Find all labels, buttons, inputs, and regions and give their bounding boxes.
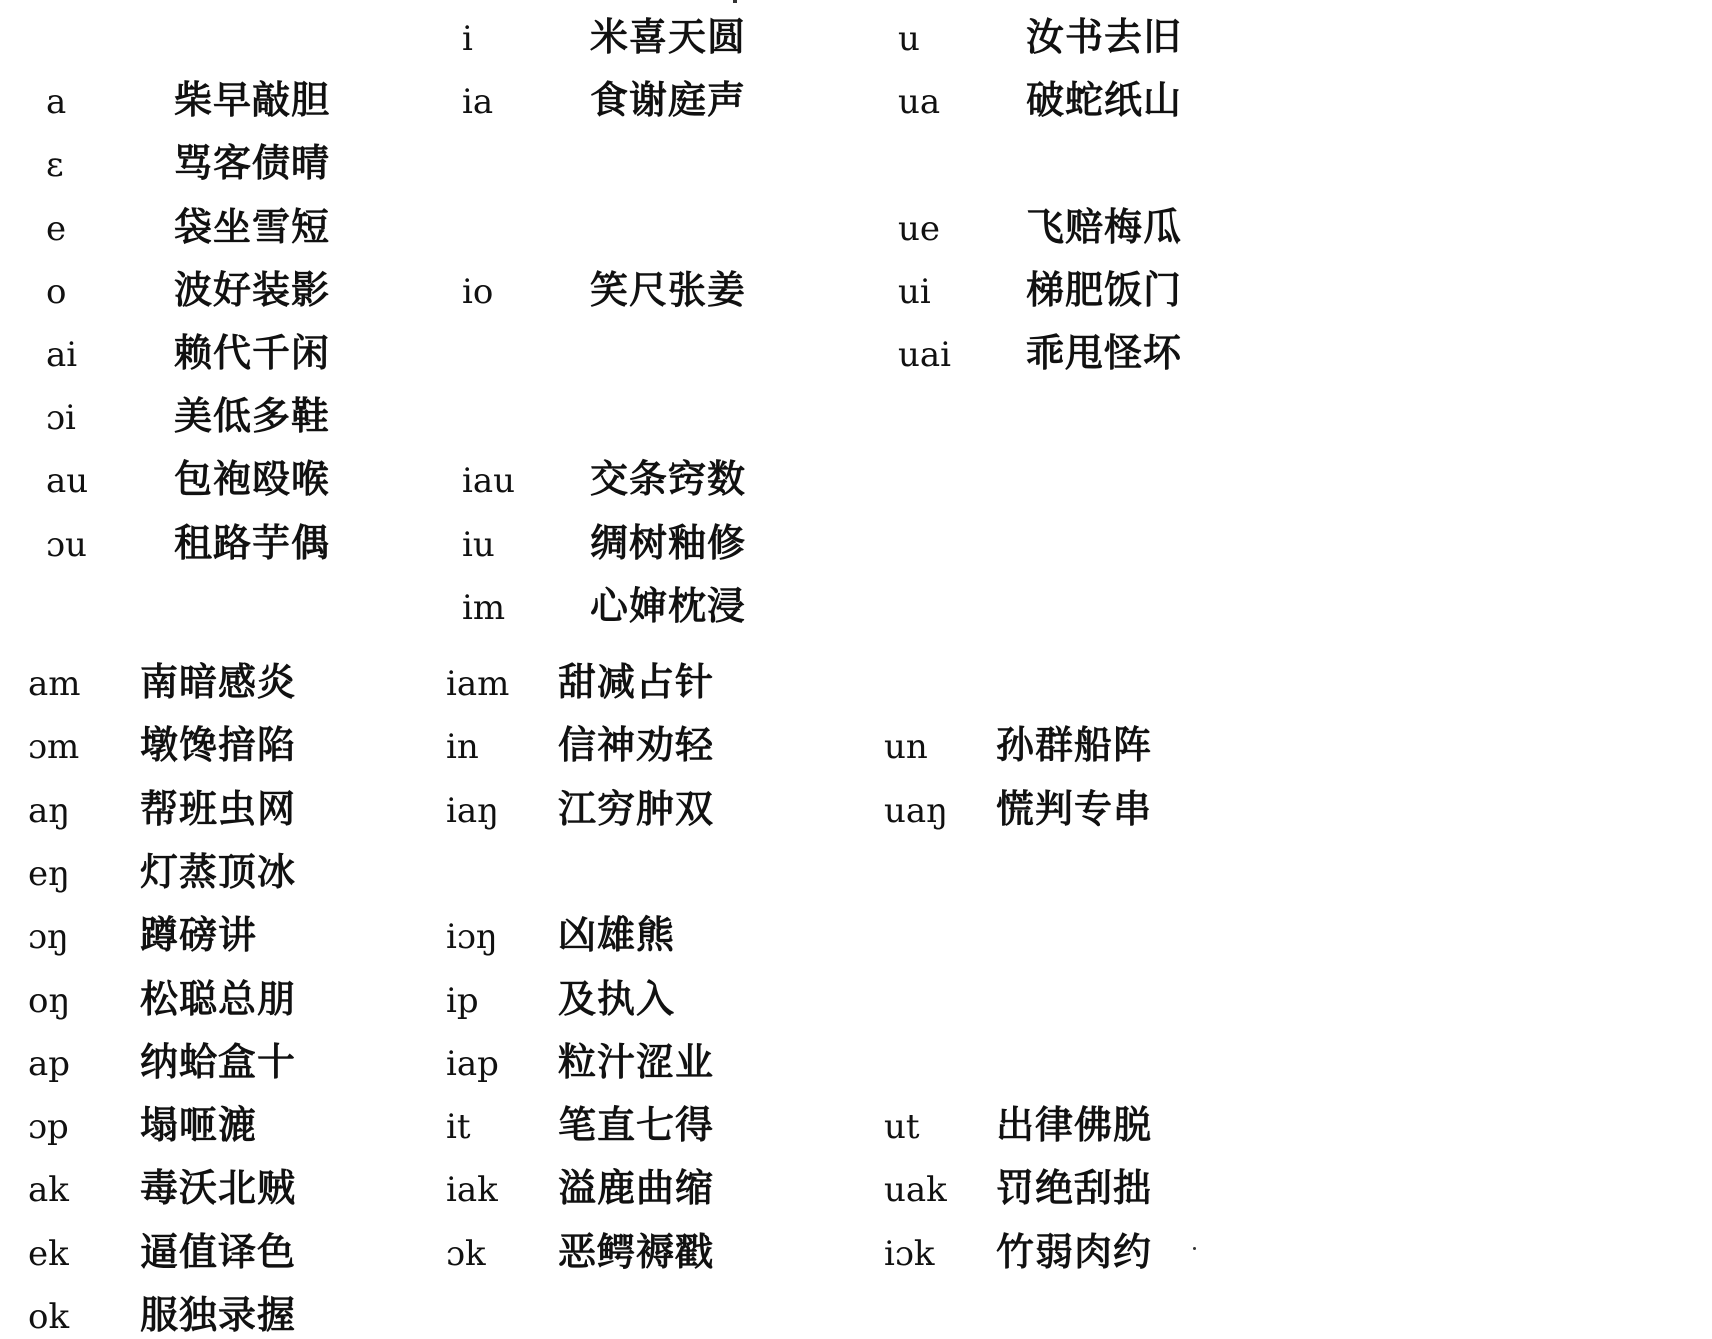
example-characters: 绸树釉修: [590, 520, 747, 565]
rhyme-label: eŋ: [28, 853, 71, 894]
rhyme-entry: [446, 1157, 714, 1212]
example-characters: 灯蒸顶冰: [140, 849, 297, 894]
example-characters: 交条窍数: [590, 457, 747, 502]
rhyme-label: i: [462, 19, 473, 59]
example-characters: 竹弱肉约: [996, 1229, 1153, 1274]
example-characters: 骂客债晴: [174, 141, 331, 186]
rhyme-entry: [884, 714, 1152, 769]
example-characters: 慌判专串: [996, 786, 1153, 831]
rhyme-label: iau: [462, 461, 516, 502]
rhyme-entry: [46, 385, 330, 440]
example-characters: 波好装影: [174, 267, 331, 312]
rhyme-entry: [446, 651, 714, 706]
rhyme-entry: [46, 69, 330, 124]
rhyme-label: ua: [898, 82, 941, 123]
example-characters: 汝书去旧: [1026, 15, 1183, 59]
example-characters: 米喜天圆: [590, 15, 747, 59]
rhyme-label: oŋ: [28, 980, 71, 1021]
example-characters: 赖代千闲: [174, 331, 331, 375]
rhyme-label: ia: [462, 82, 494, 123]
rhyme-label: uai: [898, 335, 952, 375]
example-characters: 南暗感炎: [140, 660, 297, 704]
rhyme-label: iɔŋ: [446, 917, 498, 958]
rhyme-entry: [446, 1221, 714, 1276]
rhyme-label: ek: [28, 1233, 69, 1274]
rhyme-label: ɔu: [46, 524, 87, 565]
rhyme-entry: [46, 512, 330, 567]
rhyme-entry: [898, 6, 1182, 61]
rhyme-entry: [46, 322, 330, 377]
rhyme-entry: [898, 196, 1182, 251]
example-characters: 毒沃北贼: [140, 1166, 297, 1211]
rhyme-label: im: [462, 587, 506, 628]
rhyme-label: ɔm: [28, 727, 80, 768]
example-characters: 租路芋偶: [174, 520, 331, 565]
example-characters: 孙群船阵: [996, 723, 1153, 768]
rhyme-label: ut: [884, 1107, 920, 1148]
rhyme-label: ok: [28, 1297, 70, 1337]
rhyme-label: un: [884, 727, 928, 768]
rhyme-entry: [28, 1284, 296, 1339]
example-characters: 梯肥饭门: [1026, 267, 1183, 312]
rhyme-entry: [446, 904, 675, 959]
rhyme-label: iu: [462, 524, 495, 565]
rhyme-entry: [446, 968, 675, 1023]
rhyme-entry: [28, 1221, 296, 1276]
example-characters: 罚绝刮拙: [996, 1166, 1153, 1211]
example-characters: 恶鳄褥戳: [558, 1229, 715, 1274]
example-characters: 柴早敲胆: [174, 78, 331, 123]
rhyme-label: aŋ: [28, 790, 71, 831]
rhyme-label: ɛ: [46, 145, 64, 186]
rhyme-entry: [446, 1094, 714, 1149]
rhyme-label: au: [46, 461, 89, 502]
rhyme-entry: [28, 778, 296, 833]
rhyme-label: iam: [446, 664, 510, 704]
example-characters: 笔直七得: [558, 1103, 715, 1148]
example-characters: 凶雄熊: [558, 913, 676, 958]
example-characters: 松聪总朋: [140, 976, 297, 1021]
rhyme-entry: [884, 778, 1152, 833]
rhyme-label: ue: [898, 208, 941, 249]
rhyme-entry: [884, 1094, 1152, 1149]
rhyme-label: ɔi: [46, 398, 76, 439]
rhyme-entry: [462, 6, 746, 61]
rhyme-label: ui: [898, 271, 931, 312]
example-characters: 信神劝轻: [558, 723, 715, 768]
rhyme-label: iaŋ: [446, 790, 500, 831]
rhyme-entry: [46, 132, 330, 187]
example-characters: 美低多鞋: [174, 394, 331, 439]
rhyme-label: a: [46, 82, 67, 123]
rhyme-entry: [46, 448, 330, 503]
rhyme-entry: [28, 1157, 296, 1212]
rhyme-entry: [446, 1031, 714, 1086]
rhyme-entry: [462, 575, 746, 630]
rhyme-entry: [28, 841, 296, 896]
rhyme-entry: [28, 904, 257, 959]
rhyme-label: it: [446, 1107, 471, 1148]
rhyme-entry: [884, 1157, 1152, 1212]
rhyme-entry: [898, 322, 1182, 377]
rhyme-entry: [462, 512, 746, 567]
rhyme-entry: [446, 714, 714, 769]
rhyme-entry: [28, 714, 296, 769]
example-characters: 溢鹿曲缩: [558, 1166, 715, 1211]
rhyme-label: uaŋ: [884, 790, 949, 831]
example-characters: 食谢庭声: [590, 78, 747, 123]
example-characters: 服独录握: [140, 1293, 297, 1337]
rhyme-label: io: [462, 271, 494, 312]
example-characters: 帮班虫网: [140, 786, 297, 831]
rhyme-entry: [446, 778, 714, 833]
example-characters: 包袍殴喉: [174, 457, 331, 502]
example-characters: 甜减占针: [558, 660, 715, 704]
example-characters: 及执入: [558, 976, 676, 1021]
rhyme-label: ap: [28, 1043, 71, 1084]
rhyme-label: in: [446, 727, 479, 768]
rhyme-entry: [46, 259, 330, 314]
scan-dot: [1193, 1247, 1196, 1250]
rhyme-entry: [898, 259, 1182, 314]
example-characters: 纳蛤盒十: [140, 1039, 297, 1084]
example-characters: 袋坐雪短: [174, 204, 331, 249]
example-characters: 墩馋揞陷: [140, 723, 297, 768]
example-characters: 乖甩怪坏: [1026, 331, 1183, 375]
example-characters: 破蛇纸山: [1026, 78, 1183, 123]
rhyme-entry: [884, 1221, 1152, 1276]
rhyme-entry: [28, 968, 296, 1023]
rhyme-label: ɔk: [446, 1233, 486, 1274]
example-characters: 粒汁涩业: [558, 1039, 715, 1084]
example-characters: 江穷肿双: [558, 786, 715, 831]
rhyme-entry: [462, 69, 746, 124]
rhyme-entry: [46, 196, 330, 251]
rhyme-label: iak: [446, 1170, 498, 1211]
rhyme-entry: [462, 448, 746, 503]
rhyme-label: o: [46, 271, 67, 312]
example-characters: 蹲磅讲: [140, 913, 258, 958]
rhyme-label: uak: [884, 1170, 947, 1211]
example-characters: 笑尺张姜: [590, 267, 747, 312]
rhyme-entry: [898, 69, 1182, 124]
rhyme-label: ai: [46, 335, 78, 375]
rhyme-label: ɔp: [28, 1107, 69, 1148]
example-characters: 塌咂漉: [140, 1103, 258, 1148]
scan-mark: [733, 0, 737, 3]
rhyme-label: e: [46, 208, 67, 249]
rhyme-entry: [28, 1031, 296, 1086]
rhyme-label: iap: [446, 1043, 499, 1084]
rhyme-entry: [28, 1094, 257, 1149]
rhyme-label: iɔk: [884, 1233, 935, 1274]
rhyme-label: ak: [28, 1170, 69, 1211]
rhyme-label: am: [28, 664, 81, 704]
example-characters: 心婶枕浸: [590, 583, 747, 628]
rhyme-entry: [28, 651, 296, 706]
example-characters: 飞赔梅瓜: [1026, 204, 1183, 249]
rhyme-label: u: [898, 19, 920, 59]
rhyme-entry: [462, 259, 746, 314]
rhyme-label: ip: [446, 980, 479, 1021]
rhyme-label: ɔŋ: [28, 917, 69, 958]
example-characters: 逼值译色: [140, 1229, 297, 1274]
example-characters: 出律佛脱: [996, 1103, 1153, 1148]
